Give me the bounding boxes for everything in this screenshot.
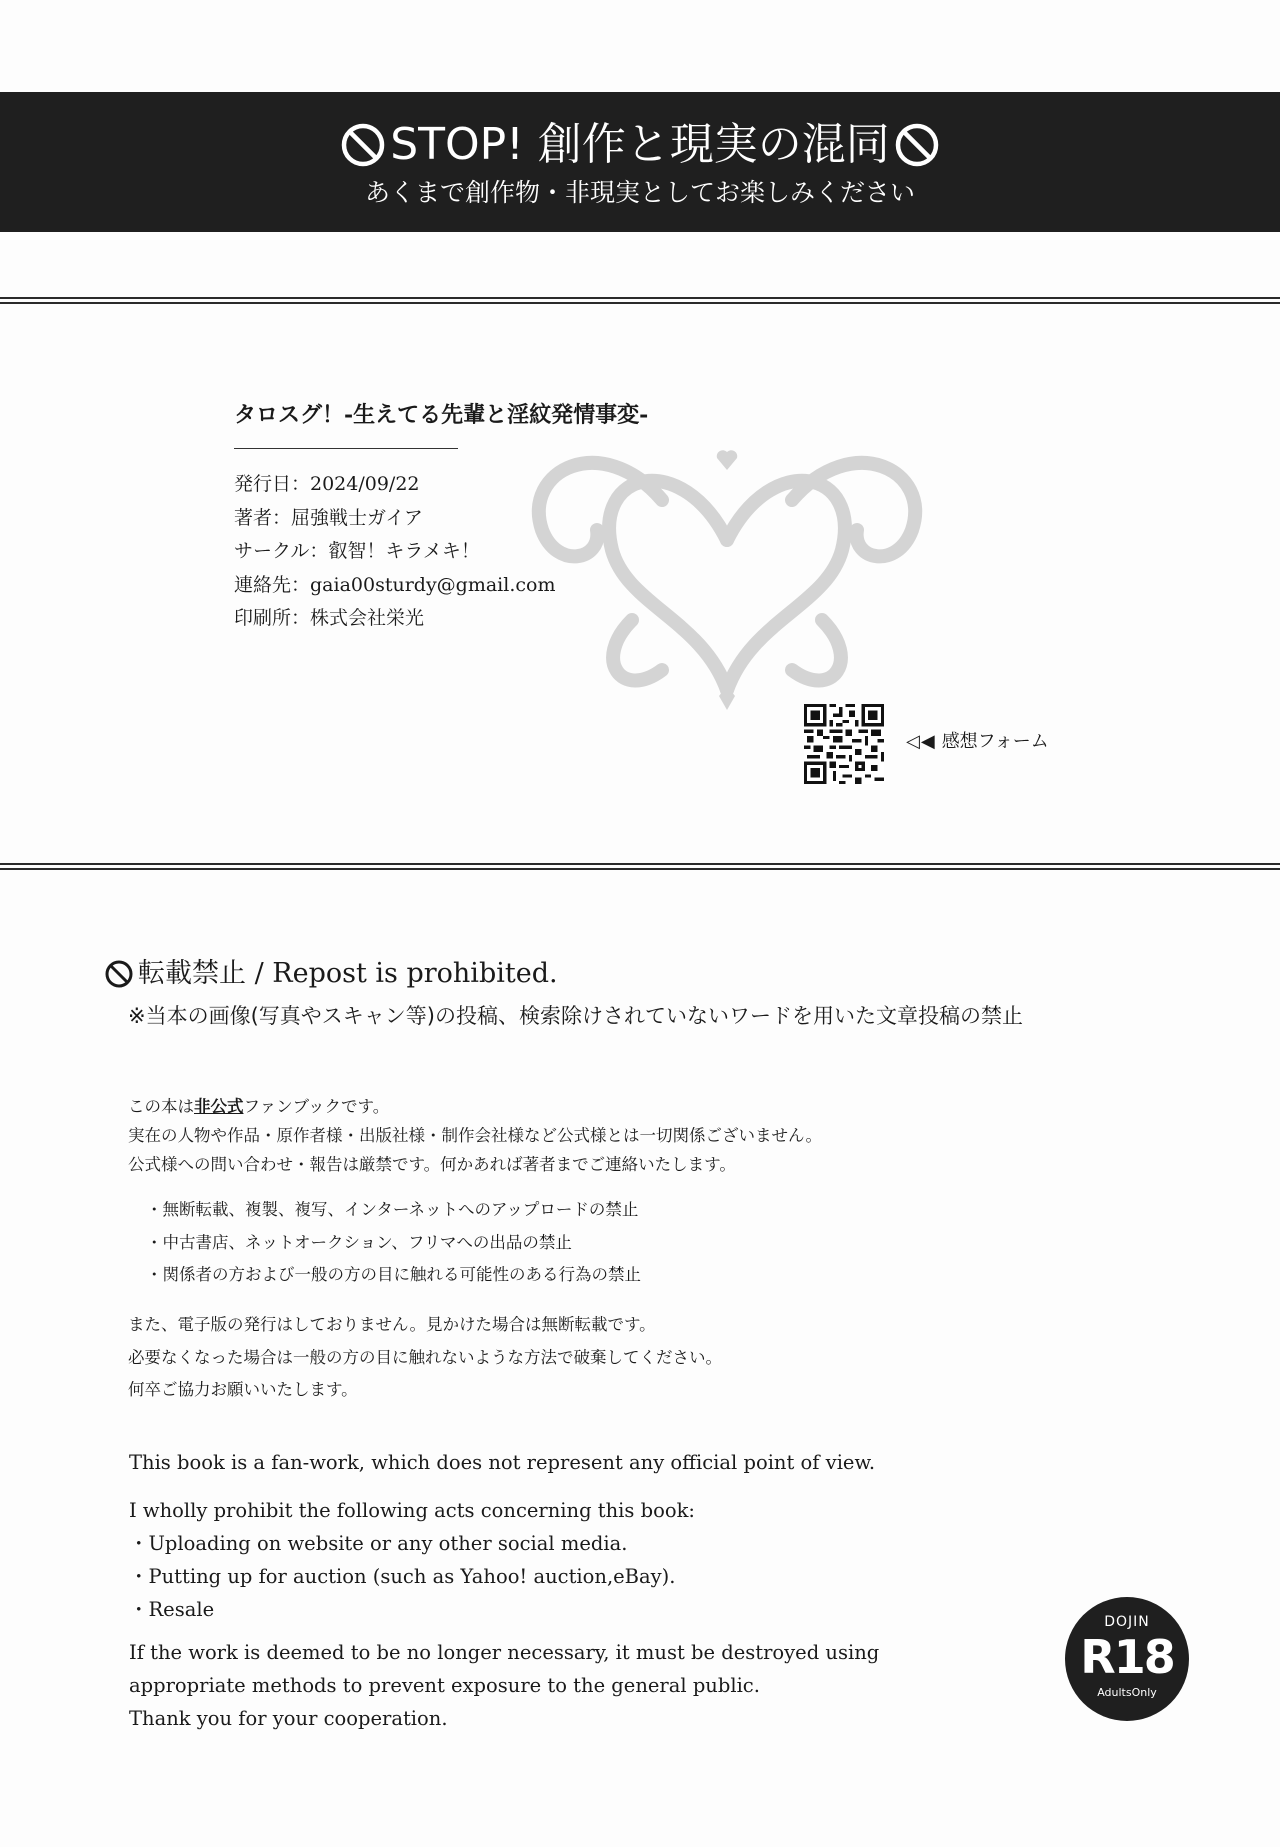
banner-title-row: [0, 120, 1280, 170]
feedback-form-label: 感想フォーム: [941, 731, 1049, 752]
repost-note: ※当本の画像(写真やスキャン等)の投稿、検索除けされていないワードを用いた文章投稿の禁止: [128, 1004, 1023, 1028]
notice-line: appropriate methods to prevent exposure to the general public.: [129, 1674, 760, 1697]
notice-line: Thank you for your cooperation.: [129, 1707, 448, 1730]
warning-banner: [0, 92, 1280, 232]
list-item: ・関係者の方および一般の方の目に触れる可能性のある行為の禁止: [146, 1265, 641, 1284]
arrow-left-icon: ◁◀: [906, 731, 936, 752]
divider-double-line: [0, 863, 1280, 869]
prohibit-lead: I wholly prohibit the following acts concerning this book:: [129, 1499, 695, 1522]
list-item: ・中古書店、ネットオークション、フリマへの出品の禁止: [146, 1232, 572, 1252]
english-prohibit-list: [129, 1527, 695, 1626]
printer: 印刷所：株式会社栄光: [234, 607, 425, 629]
divider-double-line: [0, 297, 1280, 303]
english-intro: This book is a fan-work, which does not represent any official point of view.: [129, 1451, 876, 1474]
japanese-notice-closing: [128, 1309, 722, 1407]
notice-line: 必要なくなった場合は一般の方の目に触れないような方法で破棄してください。: [128, 1347, 722, 1367]
notice-text: この本は: [128, 1097, 194, 1116]
repost-heading: 転載禁止 / Repost is prohibited.: [138, 958, 558, 989]
list-item: ・無断転載、複製、複写、インターネットへのアップロードの禁止: [146, 1200, 639, 1219]
badge-bottom-text: AdultsOnly: [1097, 1686, 1157, 1699]
book-title: タロスグ！-生えてる先輩と淫紋発情事変-: [234, 402, 649, 428]
prohibited-icon: [894, 122, 940, 168]
japanese-notice-intro: [128, 1092, 822, 1179]
notice-line: 公式様への問い合わせ・報告は厳禁です。何かあれば著者までご連絡いたします。: [128, 1155, 736, 1174]
list-item: ・Uploading on website or any other social media.: [129, 1532, 628, 1555]
circle-name: サークル：叡智！キラメキ！: [234, 540, 480, 562]
title-underline: [234, 448, 458, 449]
repost-heading-row: [104, 956, 558, 992]
r18-badge: [1065, 1597, 1189, 1721]
notice-line: If the work is deemed to be no longer necessary, it must be destroyed using: [129, 1641, 880, 1664]
publish-date: 発行日：2024/09/22: [234, 473, 420, 495]
author: 著者：屈強戦士ガイア: [234, 506, 423, 529]
notice-line: [128, 1092, 822, 1121]
feedback-form-link[interactable]: [906, 730, 1049, 754]
publication-details: [234, 468, 555, 636]
banner-subtitle: あくまで創作物・非現実としてお楽しみください: [364, 178, 915, 207]
feedback-qr-code[interactable]: [804, 704, 884, 784]
japanese-prohibitions: [146, 1194, 641, 1292]
notice-line: また、電子版の発行はしておりません。見かけた場合は無断転載です。: [128, 1315, 656, 1334]
badge-top-text: DOJIN: [1104, 1614, 1150, 1630]
notice-text: ファンブックです。: [243, 1097, 390, 1116]
notice-line: 何卒ご協力お願いいたします。: [128, 1380, 358, 1399]
list-item: ・Resale: [129, 1598, 215, 1621]
english-prohibitions: [129, 1494, 695, 1626]
english-closing: [129, 1636, 879, 1735]
heart-ornament-icon: [512, 430, 942, 720]
prohibited-icon: [104, 959, 134, 989]
unofficial-emphasis: 非公式: [194, 1097, 244, 1116]
colophon: [234, 400, 934, 629]
list-item: ・Putting up for auction (such as Yahoo! auction,eBay).: [129, 1565, 676, 1588]
notice-line: 実在の人物や作品・原作者様・出版社様・制作会社様など公式様とは一切関係ございません。: [128, 1126, 822, 1145]
prohibited-icon: [340, 122, 386, 168]
badge-main-text: R18: [1080, 1630, 1174, 1684]
banner-title: STOP! 創作と現実の混同: [390, 119, 890, 170]
contact-email: 連絡先：gaia00sturdy@gmail.com: [234, 573, 556, 596]
